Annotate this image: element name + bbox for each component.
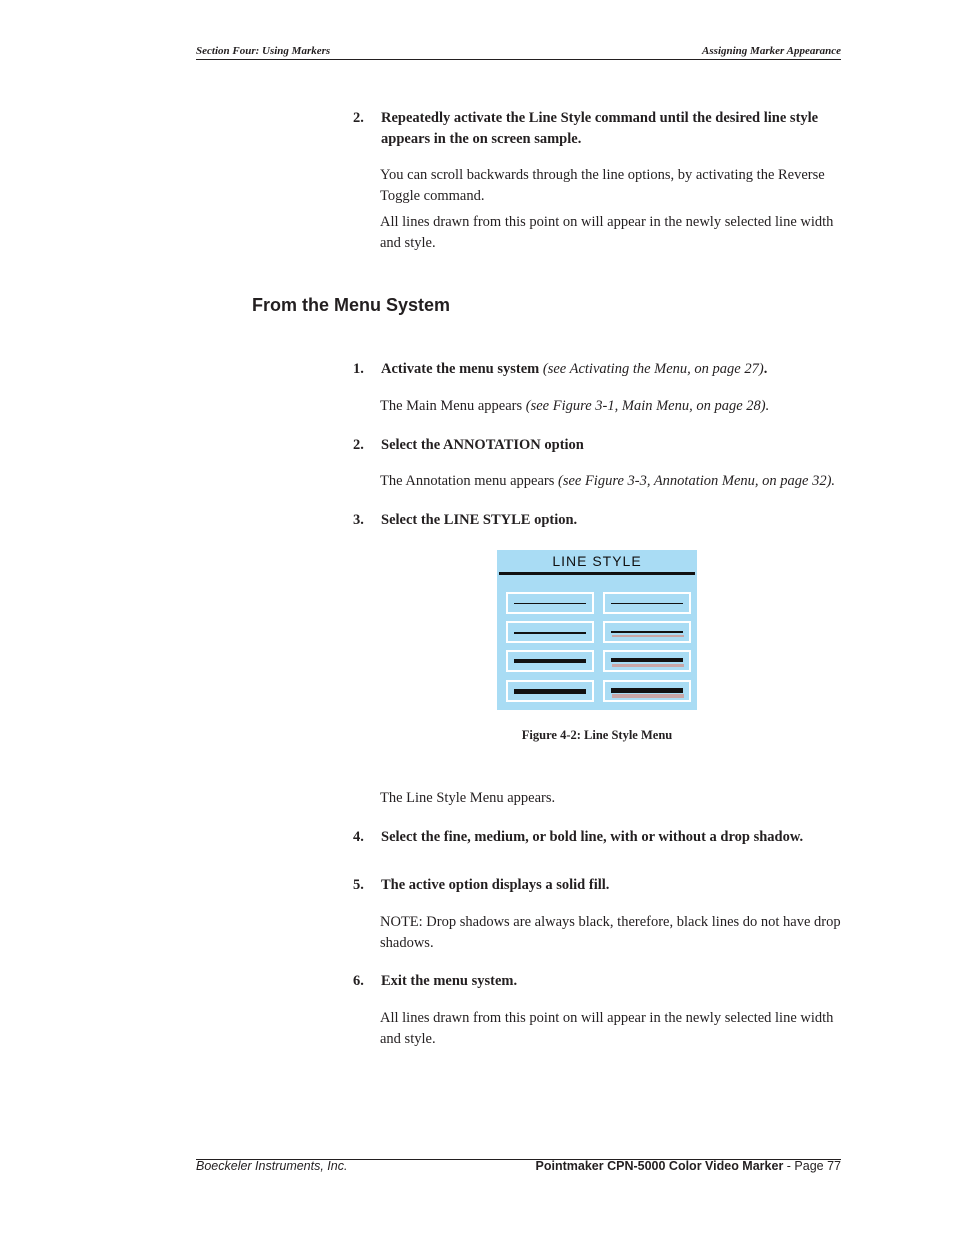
paragraph-text: The Main Menu appears	[380, 398, 526, 414]
step-number: 2.	[353, 110, 364, 126]
step-text: Select the LINE STYLE option.	[381, 512, 578, 528]
step-5	[353, 875, 843, 896]
header-rule	[196, 59, 841, 60]
line-option-bold-shadow[interactable]	[603, 650, 691, 672]
paragraph: All lines drawn from this point on will appear in the newly selected line width and style.	[380, 214, 834, 251]
step-text: The active option displays a solid fill.	[381, 877, 610, 893]
cross-reference[interactable]: (see Figure 3-3, Annotation Menu, on page 32).	[557, 473, 836, 489]
step-6	[353, 971, 843, 992]
menu-title: LINE STYLE	[552, 553, 642, 569]
step-text: Repeatedly activate the Line Style command until the desired line style appears in the on screen sample.	[381, 110, 819, 147]
step-text: Select the ANNOTATION option	[381, 437, 584, 453]
step-number: 5.	[353, 877, 364, 893]
line-option-extra-bold-shadow[interactable]	[603, 680, 691, 702]
line-option-bold[interactable]	[506, 650, 594, 672]
step-2	[353, 435, 843, 456]
note-paragraph: NOTE: Drop shadows are always black, therefore, black lines do not have drop shadows.	[380, 914, 841, 951]
top-step	[353, 108, 843, 150]
cross-reference[interactable]: (see Activating the Menu, on page 27)	[542, 361, 764, 377]
step-text: Exit the menu system.	[381, 973, 518, 989]
step-period: .	[763, 361, 768, 377]
paragraph: All lines drawn from this point on will appear in the newly selected line width and style.	[380, 1010, 834, 1047]
step-number: 3.	[353, 512, 364, 528]
line-option-fine[interactable]	[506, 592, 594, 614]
line-option-medium-shadow[interactable]	[603, 621, 691, 643]
step-1	[353, 359, 843, 380]
paragraph	[380, 471, 842, 492]
line-style-menu	[497, 550, 697, 710]
step-number: 2.	[353, 437, 364, 453]
header-topic: Assigning Marker Appearance	[702, 45, 841, 57]
step-3	[353, 510, 843, 531]
paragraph	[380, 396, 842, 417]
section-heading: From the Menu System	[252, 295, 451, 315]
step-number: 1.	[353, 361, 364, 377]
header-section: Section Four: Using Markers	[196, 45, 331, 57]
cross-reference[interactable]: (see Figure 3-1, Main Menu, on page 28).	[525, 398, 770, 414]
line-option-extra-bold[interactable]	[506, 680, 594, 702]
menu-title-underline	[499, 572, 695, 575]
footer-product: Pointmaker CPN-5000 Color Video Marker	[535, 1159, 784, 1173]
line-option-fine-shadow[interactable]	[603, 592, 691, 614]
footer-company: Boeckeler Instruments, Inc.	[196, 1159, 348, 1173]
paragraph: The Line Style Menu appears.	[380, 790, 556, 806]
step-number: 4.	[353, 829, 364, 845]
step-number: 6.	[353, 973, 364, 989]
figure-caption: Figure 4-2: Line Style Menu	[521, 728, 673, 742]
line-option-medium[interactable]	[506, 621, 594, 643]
step-4	[353, 827, 843, 848]
paragraph: You can scroll backwards through the line options, by activating the Reverse Toggle command.	[380, 167, 825, 204]
step-text: Activate the menu system	[381, 361, 540, 377]
footer-page-number: - Page 77	[783, 1159, 841, 1173]
footer-page-info	[536, 1159, 841, 1173]
step-text: Select the fine, medium, or bold line, with or without a drop shadow.	[381, 829, 804, 845]
paragraph-text: The Annotation menu appears	[380, 473, 558, 489]
